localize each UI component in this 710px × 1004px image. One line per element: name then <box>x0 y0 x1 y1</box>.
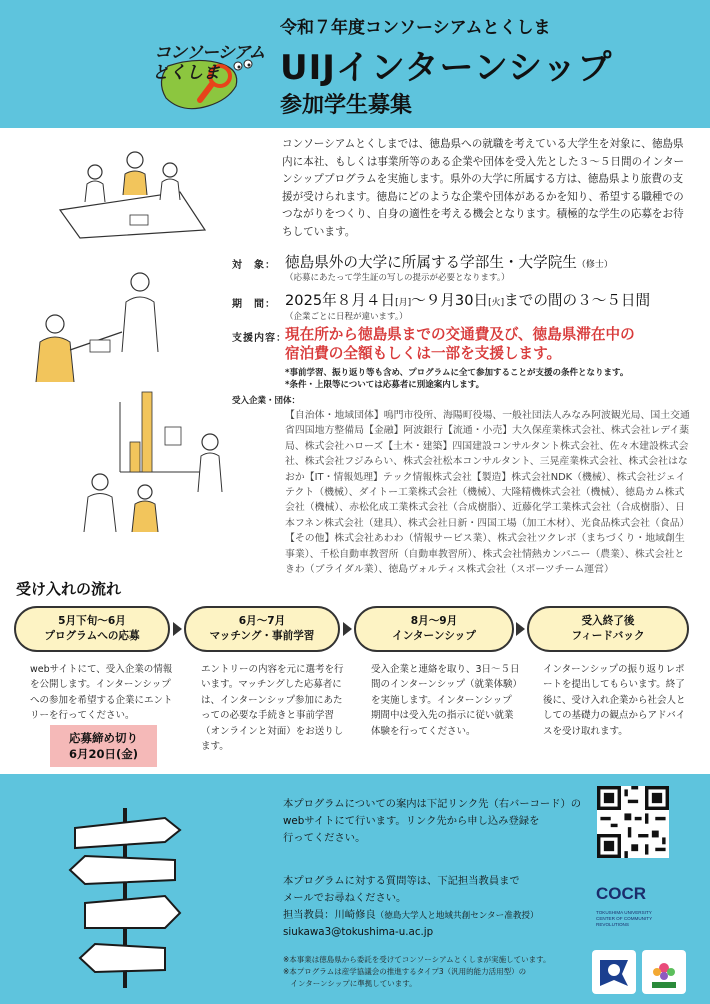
period-mid: 〜９月30日 <box>411 292 489 309</box>
footer-note2: ※本プログラムは産学協議会の推進するタイプ3（汎用的能力活用型）の <box>283 967 527 976</box>
target-value-suffix: （修士） <box>576 260 613 270</box>
target-label: 対 象： <box>232 260 276 271</box>
period-note: （企業ごとに日程が違います。） <box>285 312 408 322</box>
flow-step-1-name: プログラムへの応募 <box>44 630 140 642</box>
companies-list: 【自治体・地域団体】鳴門市役所、海陽町役場、一般社団法人みなみ阿波観光局、国土交通省四国地方整備局【金融】阿波銀行【流通・小売】大久保産業株式会社、株式会社レデイ薬局、株式会社ハローズ【土木・建築】四国建設コンサルタント株式会社、佐々木建設株式会社、株式会社フジみらい、株式会社松本コンサルタント、三晃産業株式会社、株式会社はなおか【IT・情報処理】テック情報株式会社【製造】株式会社NDK（機械）、株式会社ジェイテクト（機械）、ダイトー工業株式会社（機械）、大隆精機株式会社（機械）、徳島カム株式会社（機械）、赤松化成工業株式会社（合成樹脂）、近藤化学工業株式会社（合成樹脂）、日本フネン株式会社（建具）、株式会社日新・四国工場（加工木材）、光食品株式会社（食品）【その他】株式会社あわわ（情報サービス業）、株式会社ツクレボ（まちづくり・地域創生事業）、千松自動車教習所（自動車教習所）、株式会社情熱カンパニー（農業）、株式会社ときわ（ブライダル業）、徳島ヴォルティス株式会社（スポーツチーム運営） <box>285 410 690 576</box>
cocr-logo-text: COCR <box>596 884 647 903</box>
qr-code[interactable] <box>597 786 669 858</box>
tokushima-emblem <box>592 950 636 994</box>
flow-step-2-name: マッチング・事前学習 <box>209 630 315 642</box>
meeting-illustration <box>20 140 220 240</box>
flow-step-3-period: 8月〜9月 <box>410 615 458 627</box>
support-note2: *条件・上限等については応募者に別途案内します。 <box>285 380 485 390</box>
flow-step-3 <box>354 606 514 652</box>
flow-step-1-period: 5月下旬〜6月 <box>58 615 126 627</box>
consortium-logo <box>148 36 276 122</box>
period-end-day: [火] <box>488 298 505 308</box>
support-line1: 現在所から徳島県までの交通費及び、徳島県滞在中の <box>285 326 635 343</box>
page-subtitle: 参加学生募集 <box>280 93 413 118</box>
header-subtitle: 令和７年度コンソーシアムとくしま <box>280 18 551 38</box>
footer-text1-line3: 行ってください。 <box>283 832 366 844</box>
support-label: 支援内容： <box>232 333 287 344</box>
contact-name: 担当教員：川崎修良 <box>283 909 376 921</box>
flow-step-4 <box>527 606 689 652</box>
footer-text1-line1: 本プログラムについての案内は下記リンク先（右バーコード）の <box>283 798 582 810</box>
target-value <box>285 251 613 272</box>
period-start-day: [月] <box>395 298 412 308</box>
presentation-illustration <box>80 382 260 542</box>
signpost-illustration <box>55 798 195 994</box>
logo-text-line2: とくしま <box>152 63 220 83</box>
qr-code-icon <box>597 786 669 858</box>
footer-text2-line1: 本プログラムに対する質問等は、下記担当教員まで <box>283 875 520 887</box>
flow-step-3-name: インターンシップ <box>392 630 476 642</box>
flow-step-1 <box>14 606 170 652</box>
cocr-sub-line3: REVOLUTIONS <box>596 922 629 927</box>
flow-step-1-desc: webサイトにて、受入企業の情報を公開します。インターンシップへの参加を希望する企業にエントリーを行ってください。 <box>30 664 173 722</box>
footer-contact <box>283 907 539 925</box>
cocr-logo <box>596 884 686 936</box>
header-banner <box>0 0 710 128</box>
period-end: までの間の３〜５日間 <box>504 292 651 309</box>
flow-step-3-desc: 受入企業と連絡を取り、3日〜５日間のインターンシップ（就業体験）を実施します。インターンシップ期間中は受入先の指示に従い就業体験を行ってください。 <box>371 664 520 737</box>
deadline-date: 6月20日(金) <box>68 747 139 761</box>
arrow-right-icon <box>516 622 525 636</box>
page-title: UIJインターンシップ <box>280 48 613 88</box>
flow-step-2-desc: エントリーの内容を元に選考を行います。マッチングした応募者には、インターンシップ参加にあたっての必要な手続きと事前学習（オンラインと対面）をお送りします。 <box>201 664 344 753</box>
flow-step-4-desc: インターンシップの振り返りレポートを提出してもらいます。終了後に、受け入れ企業から社会人としての基礎力の観点からアドバイスを受け取れます。 <box>543 664 686 737</box>
contact-email[interactable]: siukawa3@tokushima-u.ac.jp <box>283 926 434 938</box>
prefecture-emblem-icon <box>592 950 636 994</box>
flow-step-2-period: 6月〜7月 <box>238 615 286 627</box>
support-line2: 宿泊費の全額もしくは一部を支援します。 <box>285 345 562 362</box>
support-note1: *事前学習、振り返り等も含め、プログラムに全て参加することが支援の条件となります。 <box>285 368 629 378</box>
footer-note1: ※本事業は徳島県から委託を受けてコンソーシアムとくしまが実施しています。 <box>283 955 551 964</box>
target-note: （応募にあたって学生証の写しの提示が必要となります。） <box>285 273 510 283</box>
logo-text-line1: コンソーシアム <box>154 43 265 63</box>
flow-step-4-name: フィードバック <box>571 630 645 642</box>
cocr-logo-subtext <box>596 910 652 928</box>
deadline-badge <box>50 725 157 767</box>
footer-text2-line2: メールでお尋ねください。 <box>283 892 407 904</box>
arrow-right-icon <box>173 622 182 636</box>
target-value-main: 徳島県外の大学に所属する学部生・大学院生 <box>285 254 577 271</box>
period-label: 期 間： <box>232 299 276 310</box>
cocr-sub-line2: CENTER OF COMMUNITY <box>596 916 653 921</box>
flow-step-2 <box>184 606 340 652</box>
companies-label: 受入企業・団体： <box>232 396 301 406</box>
contact-affiliation: （徳島大学人と地域共創センター准教授） <box>375 911 539 921</box>
footer-note3: インターンシップに準拠しています。 <box>283 979 417 988</box>
footer-text1-line2: webサイトにて行います。リンク先から申し込み登録を <box>283 815 540 827</box>
handshake-illustration <box>30 262 180 392</box>
flow-title: 受け入れの流れ <box>16 580 122 598</box>
cocr-sub-line1: TOKUSHIMA UNIVERSITY <box>596 910 652 915</box>
flow-step-4-period: 受入終了後 <box>581 615 635 627</box>
partner-emblem <box>642 950 686 994</box>
period-start: 2025年８月４日 <box>285 292 396 309</box>
deadline-label: 応募締め切り <box>69 731 138 745</box>
flower-emblem-icon <box>642 950 686 994</box>
arrow-right-icon <box>343 622 352 636</box>
intro-paragraph: コンソーシアムとくしまでは、徳島県への就職を考えている大学生を対象に、徳島県内に本社、もしくは事業所等のある企業や団体を受入先とした３〜５日間のインターンシッププログラムを実施します。県外の大学に所属する方は、徳島県より旅費の支援が受けられます。徳島にどのような企業や団体があるかを知り、希望する職種でのつながりをつくり、自身の適性を考える機会となります。積極的な学生の応募をお待ちしています。 <box>282 138 685 238</box>
period-value <box>285 289 650 310</box>
